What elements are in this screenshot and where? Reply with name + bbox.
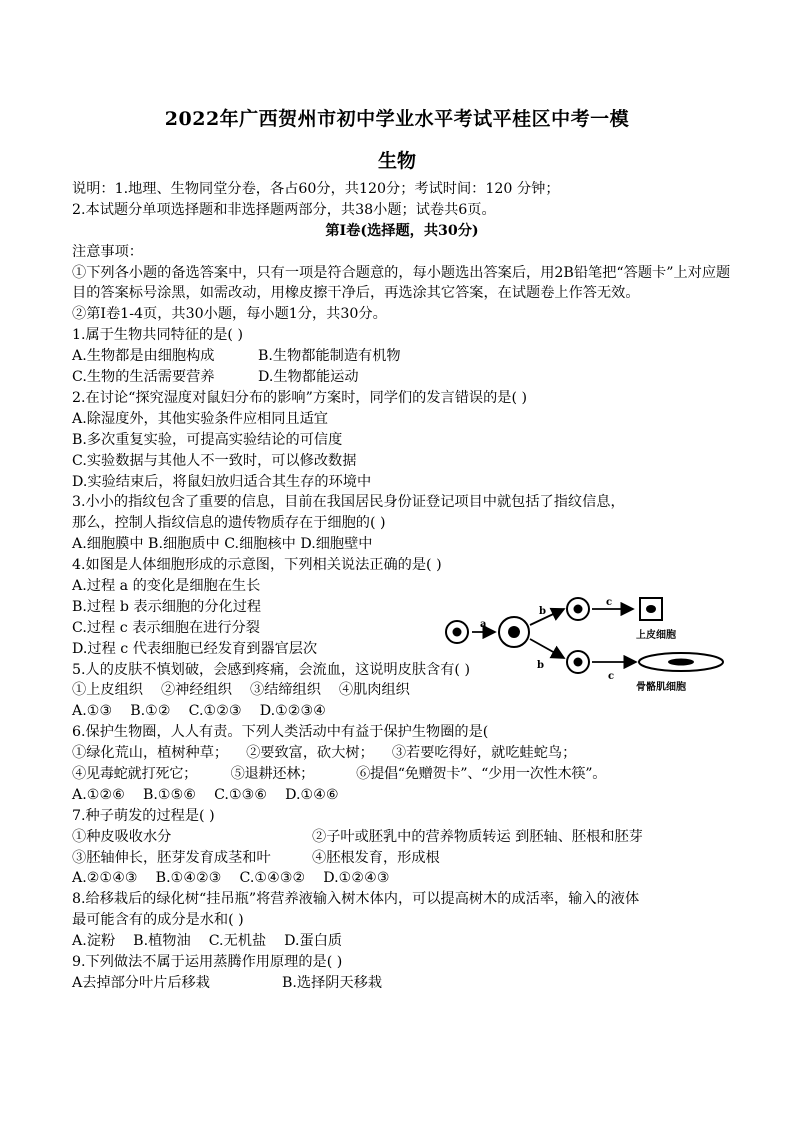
label-a: a	[480, 619, 487, 630]
question-3-stem-2: 那么，控制人指纹信息的遗传物质存在于细胞的( )	[72, 515, 386, 532]
label-b-up: b	[539, 606, 546, 617]
question-1-stem: 1.属于生物共同特征的是( )	[72, 327, 243, 344]
question-7-options: A.②①④③ B.①④②③ C.①④③② D.①②④③	[72, 870, 390, 887]
note-1: ①下列各小题的备选答案中，只有一项是符合题意的，每小题选出答案后，用2B铅笔把“答题卡”上对应题目的答案标号涂黑，如需改动，用橡皮擦干净后，再选涂其它答案，在试题卷上作答无效。	[72, 264, 731, 302]
section-title: 第Ⅰ卷(选择题，共30分)	[325, 222, 479, 239]
cell-diagram-svg	[440, 596, 740, 694]
q2-option-a: A.除湿度外，其他实验条件应相同且适宜	[72, 410, 328, 427]
note-2: ②第Ⅰ卷1-4页，共30小题，每小题1分，共30分。	[72, 306, 387, 323]
epithelial-cell-nucleus	[646, 605, 656, 613]
q7-item-4: ④胚根发育，形成根	[312, 849, 440, 866]
notes-heading: 注意事项：	[72, 243, 143, 260]
question-6-options: A.①②⑥ B.①⑤⑥ C.①③⑥ D.①④⑥	[72, 786, 339, 803]
question-1-options-row-1	[72, 346, 732, 367]
exam-body	[72, 179, 732, 994]
q9-option-a: A去掉部分叶片后移栽	[72, 974, 210, 991]
muscle-cell-nucleus	[668, 659, 694, 666]
q1-option-c: C.生物的生活需要营养	[72, 369, 215, 386]
question-6-items-2: ④见毒蛇就打死它； ⑤退耕还林； ⑥提倡“免赠贺卡”、“少用一次性木筷”。	[72, 765, 607, 782]
q4-option-a: A.过程 a 的变化是细胞在生长	[72, 577, 261, 594]
question-7-stem: 7.种子萌发的过程是( )	[72, 807, 215, 824]
subject-title: 生物	[377, 150, 416, 172]
question-8-options: A.淀粉 B.植物油 C.无机盐 D.蛋白质	[72, 933, 343, 950]
q4-option-d: D.过程 c 代表细胞已经发育到器官层次	[72, 640, 318, 657]
q2-option-b: B.多次重复实验，可提高实验结论的可信度	[72, 431, 343, 448]
question-7-items-row-2	[72, 848, 732, 869]
q4-option-b: B.过程 b 表示细胞的分化过程	[72, 598, 262, 615]
question-9-stem: 9.下列做法不属于运用蒸腾作用原理的是( )	[72, 953, 343, 970]
label-b-down: b	[537, 660, 544, 671]
muscle-cell-label: 骨骼肌细胞	[636, 682, 686, 693]
q2-option-c: C.实验数据与其他人不一致时，可以修改数据	[72, 452, 357, 469]
instruction-line-2: 2.本试题分单项选择题和非选择题两部分，共38小题；试卷共6页。	[72, 201, 496, 218]
q7-item-3: ③胚轴伸长，胚芽发育成茎和叶	[72, 849, 271, 866]
initial-cell-nucleus	[453, 628, 462, 637]
lower-cell-nucleus	[574, 658, 583, 667]
question-5-options: A.①③ B.①② C.①②③ D.①②③④	[72, 703, 326, 720]
question-5-stem: 5.人的皮肤不慎划破，会感到疼痛，会流血，这说明皮肤含有( )	[72, 661, 470, 678]
arrow-b-down	[530, 639, 564, 658]
q9-option-b: B.选择阴天移栽	[282, 974, 383, 991]
question-8-stem-1: 8.给移栽后的绿化树“挂吊瓶”将营养液输入树木体内，可以提高树木的成活率，输入的液体	[72, 891, 640, 908]
question-9-options	[72, 973, 732, 994]
question-5-items: ①上皮组织 ②神经组织 ③结缔组织 ④肌肉组织	[72, 682, 410, 699]
question-2-stem: 2.在讨论“探究湿度对鼠妇分布的影响”方案时，同学们的发言错误的是( )	[72, 389, 528, 406]
q7-item-1: ①种皮吸收水分	[72, 828, 172, 845]
q2-option-d: D.实验结束后，将鼠妇放归适合其生存的环境中	[72, 473, 372, 490]
question-3-stem-1: 3.小小的指纹包含了重要的信息，目前在我国居民身份证登记项目中就包括了指纹信息，	[72, 494, 625, 511]
question-3-options: A.细胞膜中 B.细胞质中 C.细胞核中 D.细胞壁中	[72, 536, 373, 553]
instruction-line-1: 说明：1.地理、生物同堂分卷，各占60分，共120分；考试时间：120 分钟；	[72, 181, 560, 197]
question-4-stem: 4.如图是人体细胞形成的示意图，下列相关说法正确的是( )	[72, 557, 442, 574]
question-8-stem-2: 最可能含有的成分是水和( )	[72, 912, 244, 929]
question-7-items-row-1	[72, 827, 732, 848]
q1-option-a: A.生物都是由细胞构成	[72, 348, 215, 365]
question-1-options-row-2	[72, 367, 732, 388]
label-c-up: c	[606, 597, 613, 608]
q7-item-2: ②子叶或胚乳中的营养物质转运 到胚轴、胚根和胚芽	[312, 828, 643, 845]
exam-title: 2022年广西贺州市初中学业水平考试平桂区中考一模	[164, 108, 630, 130]
question-6-stem: 6.保护生物圈，人人有责。下列人类活动中有益于保护生物圈的是(	[72, 724, 489, 741]
grown-cell-nucleus	[508, 626, 520, 638]
cell-formation-diagram	[440, 596, 740, 694]
q4-option-c: C.过程 c 表示细胞在进行分裂	[72, 619, 260, 636]
arrow-b-up	[530, 609, 564, 625]
epithelial-cell-label: 上皮细胞	[636, 630, 676, 641]
label-c-down: c	[608, 671, 615, 682]
upper-cell-nucleus	[574, 605, 583, 614]
question-6-items-1: ①绿化荒山，植树种草； ②要致富，砍大树； ③若要吃得好，就吃蛙蛇鸟；	[72, 745, 577, 762]
q1-option-d: D.生物都能运动	[258, 369, 359, 386]
q1-option-b: B.生物都能制造有机物	[258, 348, 401, 365]
